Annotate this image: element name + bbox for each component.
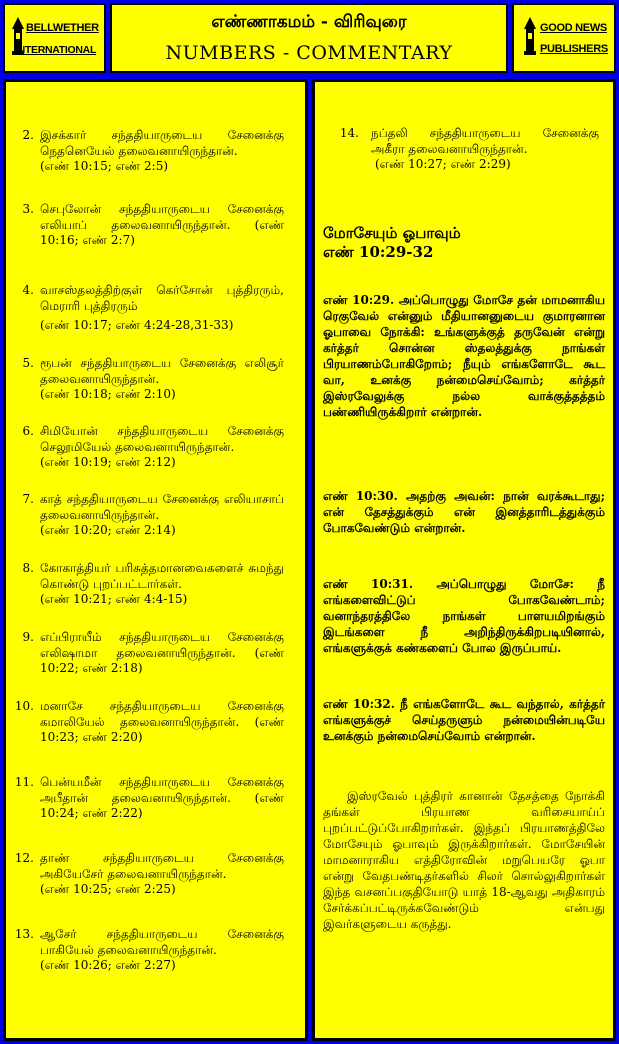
- item-ref: (எண் 10:18; எண் 2:10): [40, 387, 176, 401]
- item-number: 14.: [339, 126, 359, 140]
- item-number: 11.: [14, 775, 34, 789]
- item-number: 4.: [22, 283, 34, 297]
- item-ref: (எண் 10:15; எண் 2:5): [40, 159, 169, 173]
- verse-10-31: எண் 10:31. அப்பொழுது மோசே: நீ எங்களைவிட்டுப் போகவேண்டாம்; வனாந்தரத்திலே நாங்கள் பாளயமிறங்கும் இடங்களை நீ அறிந்திருக்கிறபடியினால், எங்களுக்குக் கண்களைப் போல இருப்பாய்.: [323, 577, 605, 655]
- item-text: தாண் சந்ததியாருடைய சேனைக்கு அகியேசேர் தலைவனாயிருந்தான்.: [40, 851, 284, 881]
- item-number: 8.: [22, 561, 34, 575]
- item-ref: (எண் 10:21; எண் 4:4-15): [40, 592, 188, 606]
- verse-10-30: எண் 10:30. அதற்கு அவன்: நான் வரக்கூடாது; என் தேசத்துக்கும் என் இனத்தாரிடத்துக்கும் போகவேண்டும் என்றான்.: [323, 489, 605, 535]
- verse-10-29: எண் 10:29. அப்பொழுது மோசே தன் மாமனாகிய ரெகுவேல் என்னும் மீதியானனுடைய குமாரனான ஓபாவை நோக்கி: உங்களுக்குத் தருவேன் என்று கர்த்தர் சொன்ன ஸ்தலத்துக்கு நாங்கள் பிரயாணம்போகிறோம்; நீயும் எங்களோடே கூட வா, உனக்கு நன்மைசெய்வோம்; கர்த்தர் இஸ்ரவேலுக்கு நல்ல வாக்குத்தத்தம் பண்ணியிருக்கிறார் என்றான்.: [323, 293, 605, 419]
- item-number: 13.: [14, 927, 34, 941]
- item-text: காத் சந்ததியாருடைய சேனைக்கு எலியாசாப் தலைவனாயிருந்தான்.: [40, 492, 284, 522]
- item-number: 9.: [22, 630, 34, 644]
- item-text: எப்பிராயீம் சந்ததியாருடைய சேனைக்கு எலிஷாமா தலைவனாயிருந்தான். (எண் 10:22; எண் 2:18): [40, 630, 284, 675]
- item-number: 5.: [22, 356, 34, 370]
- item-text: கோகாத்தியர் பரிசுத்தமானவைகளைச் சுமந்து கொண்டு புறப்பட்டார்கள்.: [40, 561, 284, 591]
- item-text: ரூபன் சந்ததியாருடைய சேனைக்கு எலிசூர் தலைவனாயிருந்தான்.: [40, 356, 284, 386]
- item-text: பென்யமீன் சந்ததியாருடைய சேனைக்கு அபீதான் தலைவனாயிருந்தான். (எண் 10:24; எண் 2:22): [40, 775, 284, 820]
- commentary-paragraph: இஸ்ரவேல் புத்திரர் கானான் தேசத்தை நோக்கி தங்கள் பிரயாண வரிசையாய்ப் புறப்பட்டுப்போகிறார்கள். இந்தப் பிரயாணத்திலே மோசேயும் ஓபாவும் இருக்கிறார்கள். மோசேயின் மாமனாராகிய எத்திரோவின் மறுபெயரே ஓபா என்று வேதபண்டிதர்களில் சிலர் சொல்லுகிறார்கள் இந்த வசனப்பகுதியோடு யாத் 18-ஆவது அதிகாரம் சேர்க்கப்பட்டிருக்கவேண்டும் என்பது இவர்களுடைய கருத்து.: [323, 789, 605, 931]
- item-number: 12.: [14, 851, 34, 865]
- item-text: நப்தலி சந்ததியாருடைய சேனைக்கு அகீரா தலைவனாயிருந்தான்.: [371, 126, 599, 156]
- right-column: [312, 79, 616, 1041]
- verse-10-32: எண் 10:32. நீ எங்களோடே கூட வந்தால், கர்த்தர் எங்களுக்குச் செய்தருளும் நன்மையின்படியே உனக்கும் நன்மைசெய்வோம் என்றான்.: [323, 697, 605, 743]
- good-news-logo: [512, 3, 616, 73]
- logo-right-line1: GOOD NEWS: [540, 22, 607, 34]
- item-number: 7.: [22, 492, 34, 506]
- item-ref: (எண் 10:17; எண் 4:24-28,31-33): [40, 318, 234, 332]
- item-text: செபுலோன் சந்ததியாருடைய சேனைக்கு எலியாப் தலைவனாயிருந்தான்.: [40, 202, 284, 232]
- logo-left-line1: BELLWETHER: [26, 22, 99, 34]
- section-heading: [323, 224, 603, 262]
- left-column: [3, 79, 308, 1041]
- item-number: 2.: [22, 128, 34, 142]
- item-ref: (எண் 10:25; எண் 2:25): [40, 882, 176, 896]
- bellwether-logo: [3, 3, 106, 73]
- item-text: இசக்கார் சந்ததியாருடைய சேனைக்கு நெதனெயேல் தலைவனாயிருந்தான்.: [40, 128, 284, 158]
- item-number: 6.: [22, 424, 34, 438]
- item-text: ஆசேர் சந்ததியாருடைய சேனைக்கு பாகியேல் தலைவனாயிருந்தான்.: [40, 927, 284, 957]
- item-ref: (எண் 10:27; எண் 2:29): [375, 157, 511, 171]
- item-ref: (எண் 10:19; எண் 2:12): [40, 455, 176, 469]
- item-number: 10.: [14, 699, 34, 713]
- logo-left-line2: INTERNATIONAL: [15, 44, 97, 56]
- item-text: சிமியோன் சந்ததியாருடைய சேனைக்கு செலூமியேல் தலைவனாயிருந்தான்.: [40, 424, 284, 454]
- item-text: வாசஸ்தலத்திற்குள் கெர்சோன் புத்திரரும், மெராரி புத்திரரும்: [40, 283, 284, 313]
- section-heading-line2: எண் 10:29-32: [323, 243, 434, 261]
- title-box: [110, 3, 508, 73]
- page-title-english: NUMBERS - COMMENTARY: [165, 42, 453, 64]
- item-ref: (எண் 10:20; எண் 2:14): [40, 523, 176, 537]
- item-text: மனாசே சந்ததியாருடைய சேனைக்கு கமாலியேல் தலைவனாயிருந்தான். (எண் 10:23; எண் 2:20): [40, 699, 284, 744]
- item-ref: (எண் 10:26; எண் 2:27): [40, 958, 176, 972]
- logo-right-line2: PUBLISHERS: [540, 43, 608, 55]
- item-ref: (எண் 10:16; எண் 2:7): [40, 217, 284, 247]
- section-heading-line1: மோசேயும் ஓபாவும்: [323, 224, 461, 242]
- page-title-tamil: எண்ணாகமம் - விரிவுரை: [211, 12, 407, 32]
- item-number: 3.: [22, 202, 34, 216]
- tower-icon: [524, 17, 536, 55]
